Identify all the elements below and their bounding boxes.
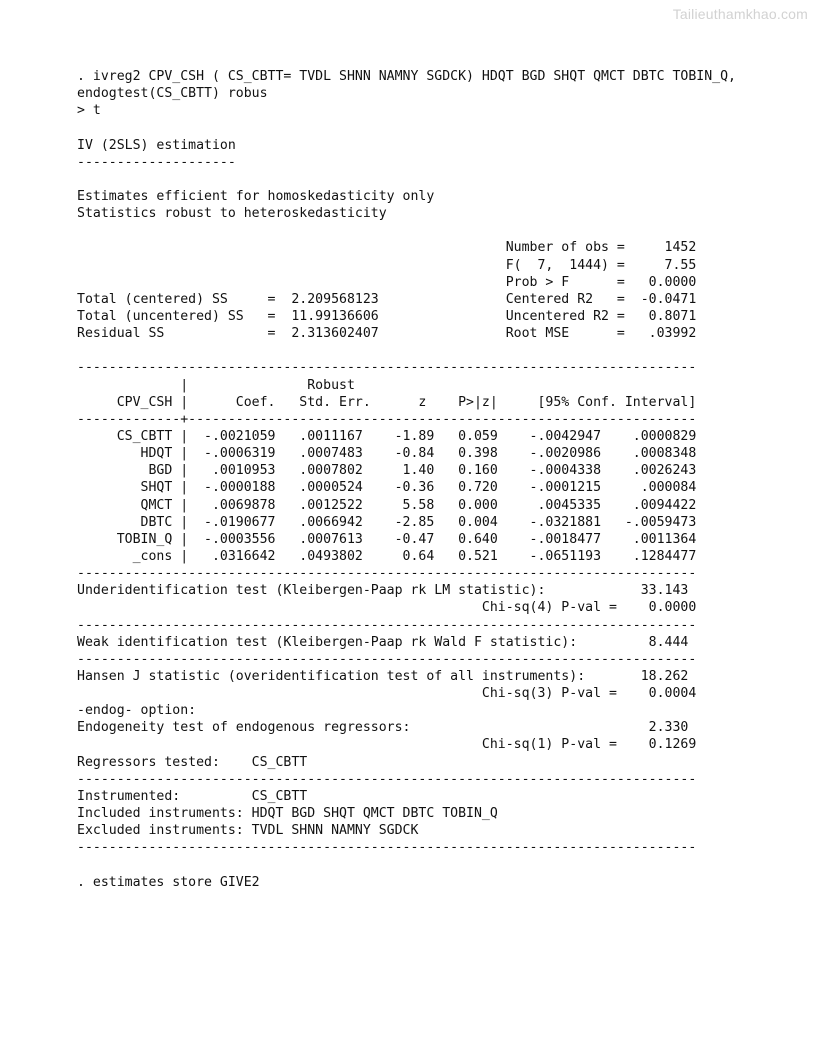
output-line bbox=[77, 171, 736, 188]
output-line: ------------------------------------------------------------------------------ bbox=[77, 651, 697, 667]
stata-output bbox=[77, 68, 736, 891]
output-line: Chi-sq(1) P-val = 0.1269 bbox=[77, 737, 697, 753]
output-line: DBTC | -.0190677 .0066942 -2.85 0.004 -.0321881 -.0059473 bbox=[77, 514, 697, 530]
output-line: Statistics robust to heteroskedasticity bbox=[77, 206, 387, 222]
output-line: > t bbox=[77, 103, 101, 119]
output-line: Chi-sq(3) P-val = 0.0004 bbox=[77, 686, 697, 702]
output-line: CPV_CSH | Coef. Std. Err. z P>|z| [95% Conf. Interval] bbox=[77, 394, 697, 410]
output-line: Number of obs = 1452 bbox=[77, 240, 697, 256]
output-line bbox=[77, 342, 736, 359]
output-line: Hansen J statistic (overidentification test of all instruments): 18.262 bbox=[77, 668, 689, 684]
output-line: Included instruments: HDQT BGD SHQT QMCT DBTC TOBIN_Q bbox=[77, 806, 498, 822]
output-line: _cons | .0316642 .0493802 0.64 0.521 -.0651193 .1284477 bbox=[77, 548, 697, 564]
output-line: Total (uncentered) SS = 11.99136606 Uncentered R2 = 0.8071 bbox=[77, 308, 697, 324]
output-line: Residual SS = 2.313602407 Root MSE = .03992 bbox=[77, 326, 697, 342]
output-line bbox=[77, 119, 736, 136]
output-line bbox=[77, 856, 736, 873]
output-line: Regressors tested: CS_CBTT bbox=[77, 754, 308, 770]
output-line: CS_CBTT | -.0021059 .0011167 -1.89 0.059 -.0042947 .0000829 bbox=[77, 428, 697, 444]
output-line: Prob > F = 0.0000 bbox=[77, 274, 697, 290]
output-line bbox=[77, 222, 736, 239]
output-line: ------------------------------------------------------------------------------ bbox=[77, 617, 697, 633]
output-line: QMCT | .0069878 .0012522 5.58 0.000 .0045335 .0094422 bbox=[77, 497, 697, 513]
output-line: TOBIN_Q | -.0003556 .0007613 -0.47 0.640 -.0018477 .0011364 bbox=[77, 531, 697, 547]
output-line: endogtest(CS_CBTT) robus bbox=[77, 86, 268, 102]
output-line: ------------------------------------------------------------------------------ bbox=[77, 566, 697, 582]
output-line: IV (2SLS) estimation bbox=[77, 137, 236, 153]
output-line: Underidentification test (Kleibergen-Paap rk LM statistic): 33.143 bbox=[77, 583, 689, 599]
output-line: Weak identification test (Kleibergen-Paap rk Wald F statistic): 8.444 bbox=[77, 634, 689, 650]
output-line: -------------------- bbox=[77, 154, 236, 170]
watermark-text: Tailieuthamkhao.com bbox=[672, 6, 808, 22]
output-line: SHQT | -.0000188 .0000524 -0.36 0.720 -.0001215 .000084 bbox=[77, 480, 697, 496]
output-line: BGD | .0010953 .0007802 1.40 0.160 -.0004338 .0026243 bbox=[77, 463, 697, 479]
output-line: Total (centered) SS = 2.209568123 Centered R2 = -0.0471 bbox=[77, 291, 697, 307]
output-line: Estimates efficient for homoskedasticity only bbox=[77, 188, 435, 204]
output-line: ------------------------------------------------------------------------------ bbox=[77, 360, 697, 376]
output-line: HDQT | -.0006319 .0007483 -0.84 0.398 -.0020986 .0008348 bbox=[77, 446, 697, 462]
output-line: | Robust bbox=[77, 377, 355, 393]
output-line: F( 7, 1444) = 7.55 bbox=[77, 257, 697, 273]
output-line: -endog- option: bbox=[77, 703, 197, 719]
output-line: . ivreg2 CPV_CSH ( CS_CBTT= TVDL SHNN NAMNY SGDCK) HDQT BGD SHQT QMCT DBTC TOBIN_Q, bbox=[77, 69, 736, 84]
output-line: -------------+---------------------------------------------------------------- bbox=[77, 411, 697, 427]
output-line: Instrumented: CS_CBTT bbox=[77, 788, 308, 804]
output-line: . estimates store GIVE2 bbox=[77, 874, 260, 890]
output-line: ------------------------------------------------------------------------------ bbox=[77, 771, 697, 787]
output-line: ------------------------------------------------------------------------------ bbox=[77, 840, 697, 856]
output-line: Chi-sq(4) P-val = 0.0000 bbox=[77, 600, 697, 616]
output-line: Endogeneity test of endogenous regressors: 2.330 bbox=[77, 720, 689, 736]
output-line: Excluded instruments: TVDL SHNN NAMNY SGDCK bbox=[77, 823, 419, 839]
